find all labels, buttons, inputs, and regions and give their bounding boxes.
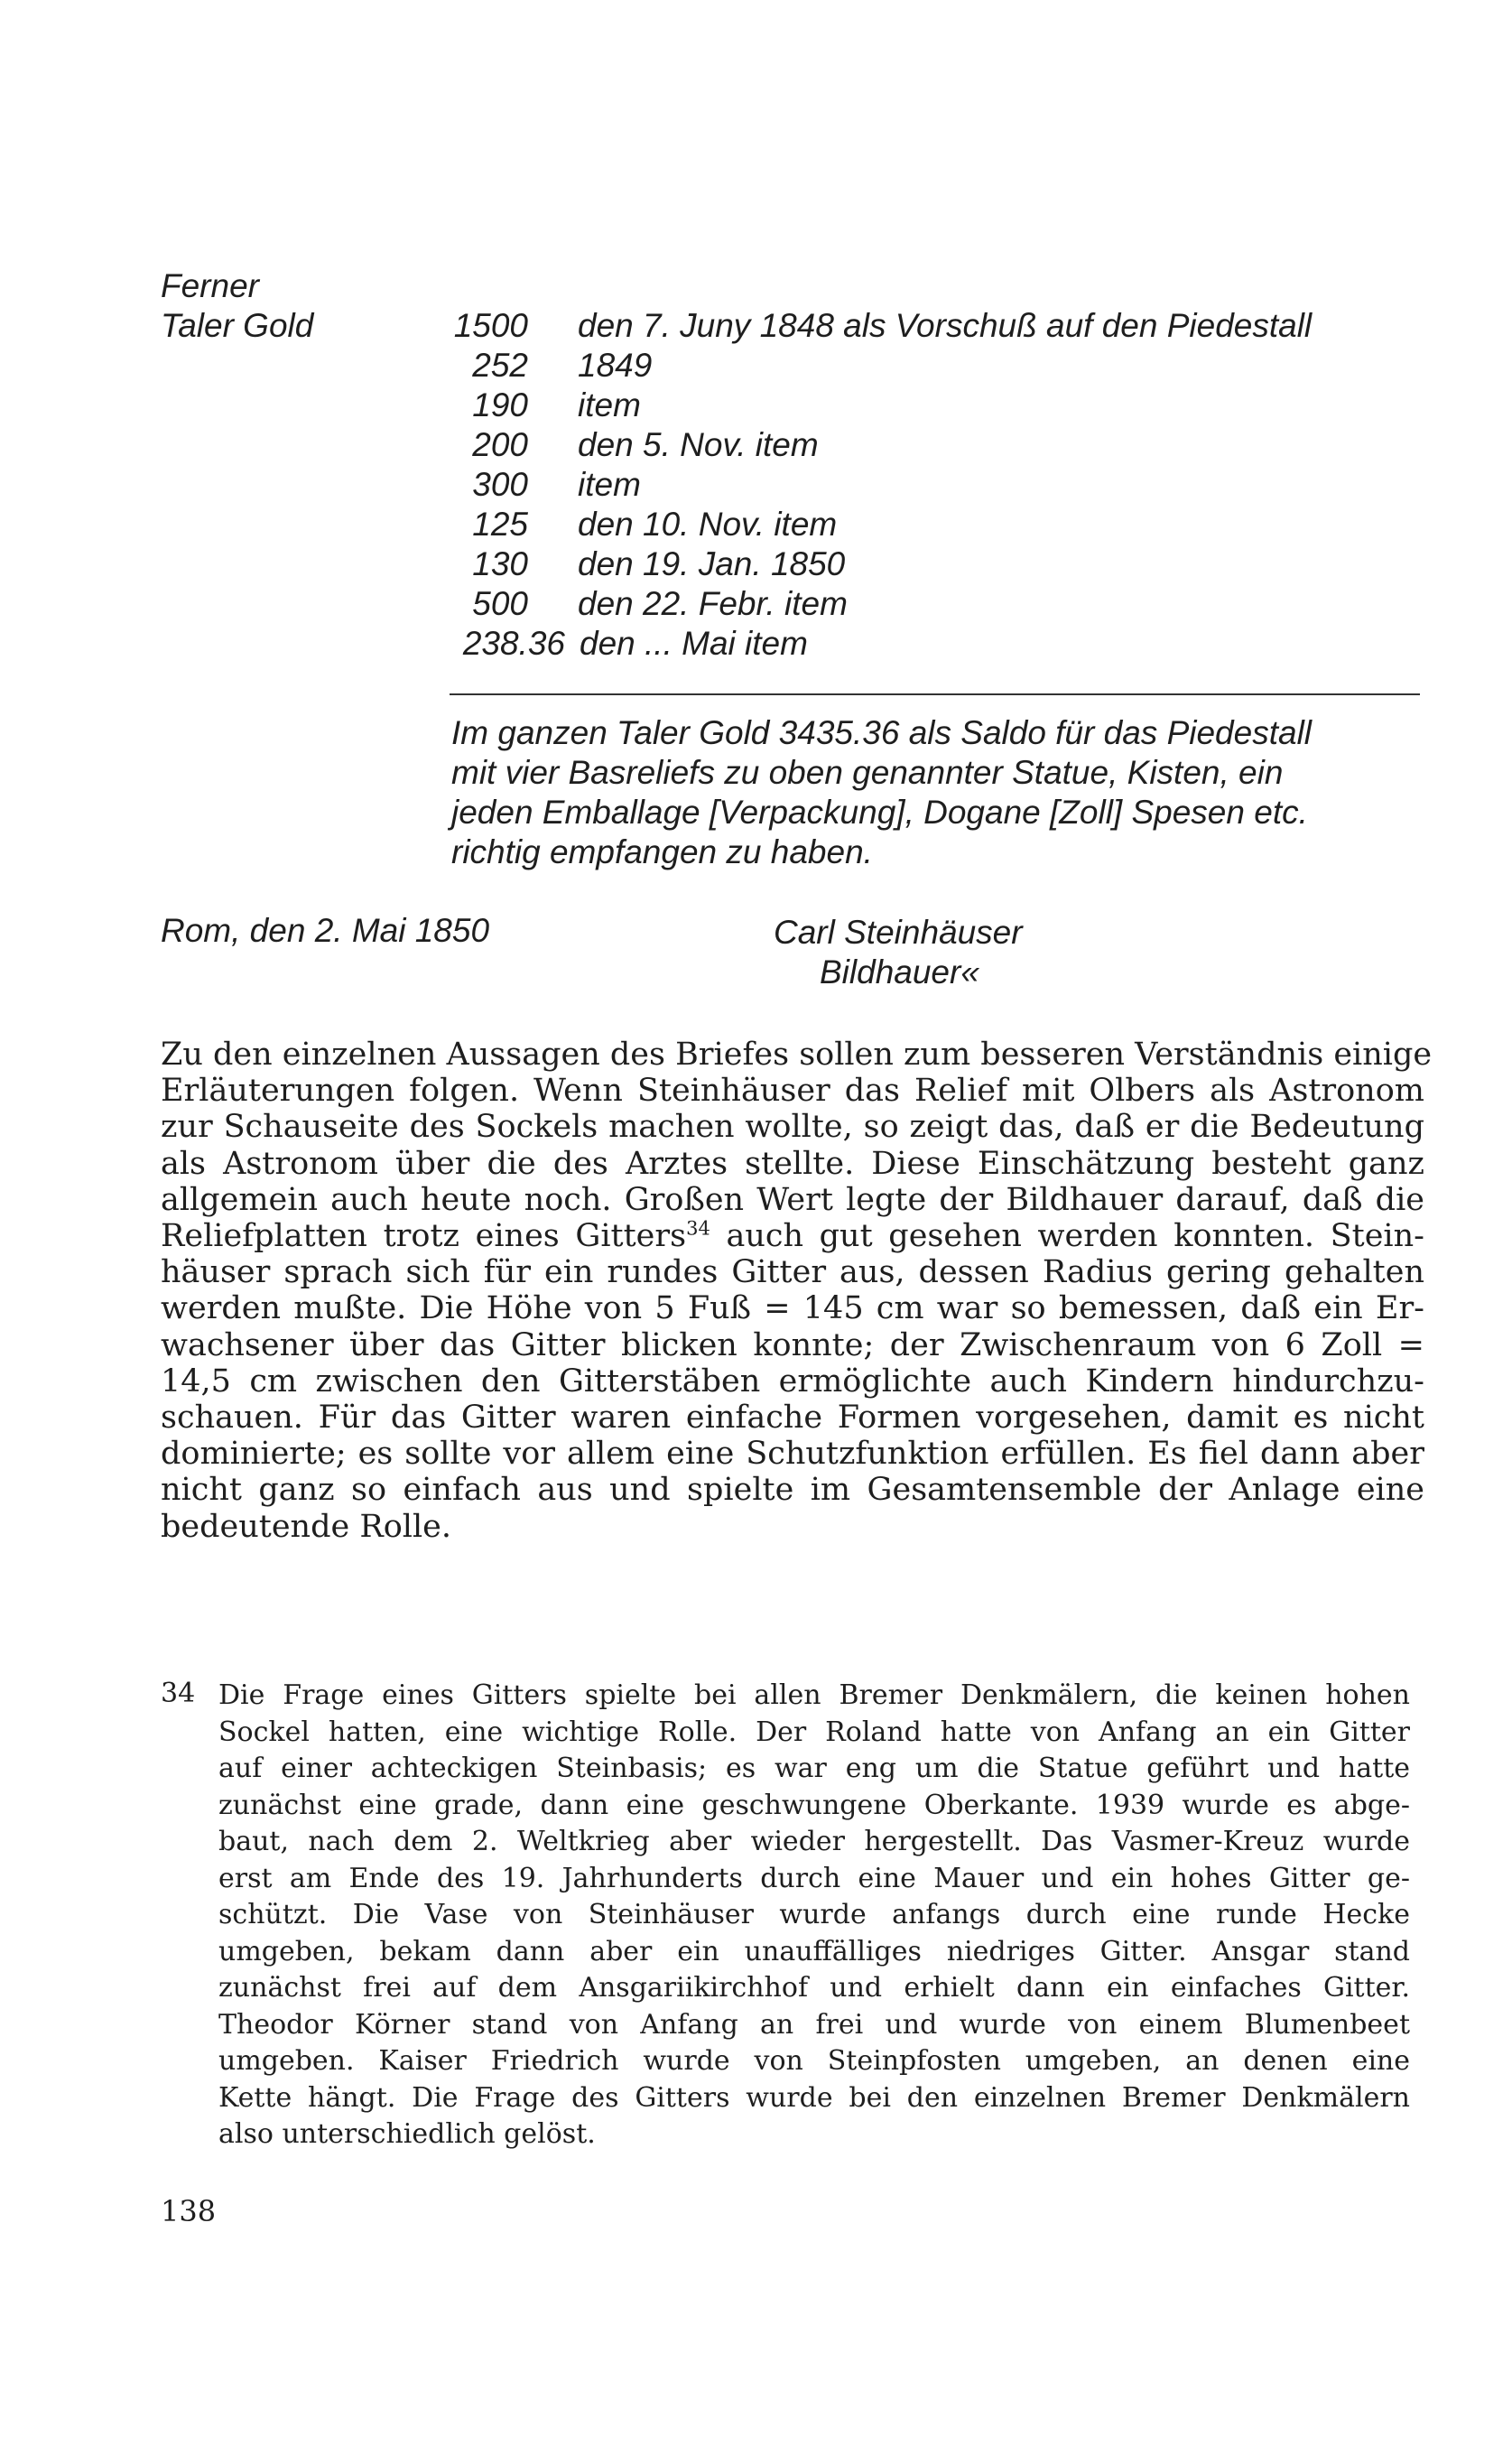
signature-title: Bildhauer« <box>820 953 979 990</box>
sum-divider <box>450 693 1420 695</box>
ledger-amount: 300 <box>472 466 528 503</box>
body-line: Erläuterungen folgen. Wenn Steinhäuser das Relief mit Olbers als Astronom <box>161 1073 1424 1110</box>
ledger-description: den ... Mai item <box>580 625 808 662</box>
ledger-description: item <box>578 466 641 503</box>
page-number: 138 <box>161 2194 217 2228</box>
ledger-description: den 19. Jan. 1850 <box>578 545 846 582</box>
saldo-line: jeden Emballage [Verpackung], Dogane [Zoll] Spesen etc. <box>451 794 1308 831</box>
footnote-line: umgeben. Kaiser Friedrich wurde von Steinpfosten umgeben, an denen eine <box>218 2045 1410 2077</box>
footnote-line: umgeben, bekam dann aber ein unauffälliges niedriges Gitter. Ansgar stand <box>218 1935 1410 1967</box>
saldo-line: Im ganzen Taler Gold 3435.36 als Saldo für das Piedestall <box>451 714 1313 751</box>
ledger-ferner: Ferner <box>161 267 259 304</box>
ledger-entries <box>0 0 1512 686</box>
ledger-description: den 22. Febr. item <box>578 585 848 622</box>
footnote-line: Kette hängt. Die Frage des Gitters wurde bei den einzelnen Bremer Denkmälern <box>218 2081 1410 2114</box>
body-line-end: auch gut gesehen werden konnten. Stein- <box>710 1218 1424 1255</box>
footnote-line: Sockel hatten, eine wichtige Rolle. Der Roland hatte von Anfang an ein Gitter <box>218 1716 1410 1748</box>
footnote-reference[interactable]: 34 <box>686 1217 710 1240</box>
body-line <box>161 1218 1424 1254</box>
footnote-text <box>218 1678 1410 2153</box>
ledger-amount: 1500 <box>453 307 528 344</box>
ledger-description: 1849 <box>578 347 653 384</box>
footnote-line: baut, nach dem 2. Weltkrieg aber wieder hergestellt. Das Vasmer-Kreuz wurde <box>218 1826 1410 1857</box>
ledger-description: den 5. Nov. item <box>578 426 819 463</box>
ledger-amount: 130 <box>472 545 528 582</box>
ledger-amount: 500 <box>472 585 528 622</box>
body-line-start: Reliefplatten trotz eines Gitters <box>161 1218 687 1255</box>
body-paragraph <box>161 1037 1433 1545</box>
footnote-line: erst am Ende des 19. Jahrhunderts durch eine Mauer und ein hohes Gitter ge- <box>218 1862 1410 1894</box>
ledger-amount: 252 <box>472 347 528 384</box>
body-line: allgemein auch heute noch. Großen Wert legte der Bildhauer darauf, daß die <box>161 1181 1424 1218</box>
body-line: nicht ganz so einfach aus und spielte im Gesamtensemble der Anlage eine <box>161 1472 1424 1509</box>
signature-name: Carl Steinhäuser <box>774 914 1023 951</box>
ledger-description: den 7. Juny 1848 als Vorschuß auf den Piedestall <box>578 307 1313 344</box>
ledger-amount: 125 <box>472 506 528 543</box>
footnote-line: Theodor Körner stand von Anfang an frei und wurde von einem Blumenbeet <box>218 2008 1410 2041</box>
ledger-amount: 190 <box>472 386 528 423</box>
body-line: häuser sprach sich für ein rundes Gitter aus, dessen Radius gering gehalten <box>161 1254 1424 1291</box>
ledger-amount: 200 <box>472 426 528 463</box>
ledger-description: item <box>578 386 641 423</box>
ledger-currency: Taler Gold <box>161 307 314 344</box>
body-line: Zu den einzelnen Aussagen des Briefes sollen zum besseren Verständnis einige <box>161 1037 1433 1073</box>
body-line: bedeutende Rolle. <box>161 1508 451 1545</box>
ledger-description: den 10. Nov. item <box>578 506 838 543</box>
saldo-line: mit vier Basreliefs zu oben genannter Statue, Kisten, ein <box>451 754 1284 791</box>
body-line: als Astronom über die des Arztes stellte. Diese Einschätzung besteht ganz <box>161 1145 1424 1182</box>
body-line: werden mußte. Die Höhe von 5 Fuß = 145 cm war so bemessen, daß ein Er- <box>161 1290 1424 1327</box>
body-line: wachsener über das Gitter blicken konnte; der Zwischenraum von 6 Zoll = <box>161 1326 1424 1363</box>
body-line: 14,5 cm zwischen den Gitterstäben ermöglichte auch Kindern hindurchzu- <box>161 1363 1424 1400</box>
body-line: schauen. Für das Gitter waren einfache Formen vorgesehen, damit es nicht <box>161 1400 1424 1437</box>
footnote-line: auf einer achteckigen Steinbasis; es war eng um die Statue geführt und hatte <box>218 1753 1410 1784</box>
footnote-number: 34 <box>161 1678 196 1709</box>
footnote-line: Die Frage eines Gitters spielte bei allen Bremer Denkmälern, die keinen hohen <box>218 1679 1410 1711</box>
saldo-line: richtig empfangen zu haben. <box>451 833 873 870</box>
footnote-line: zunächst frei auf dem Ansgariikirchhof und erhielt dann ein einfaches Gitter. <box>218 1972 1410 2004</box>
footnote-line: also unterschiedlich gelöst. <box>218 2118 596 2150</box>
body-line: zur Schauseite des Sockels machen wollte, so zeigt das, daß er die Bedeutung <box>161 1109 1424 1146</box>
ledger-amount: 238.36 <box>462 625 565 662</box>
footnote-line: zunächst eine grade, dann eine geschwungene Oberkante. 1939 wurde es abge- <box>218 1789 1410 1821</box>
footnote-line: schützt. Die Vase von Steinhäuser wurde anfangs durch eine runde Hecke <box>218 1899 1410 1930</box>
body-line: dominierte; es sollte vor allem eine Schutzfunktion erfüllen. Es fiel dann aber <box>161 1436 1424 1473</box>
place-date: Rom, den 2. Mai 1850 <box>161 912 490 949</box>
saldo-statement <box>451 713 1435 872</box>
